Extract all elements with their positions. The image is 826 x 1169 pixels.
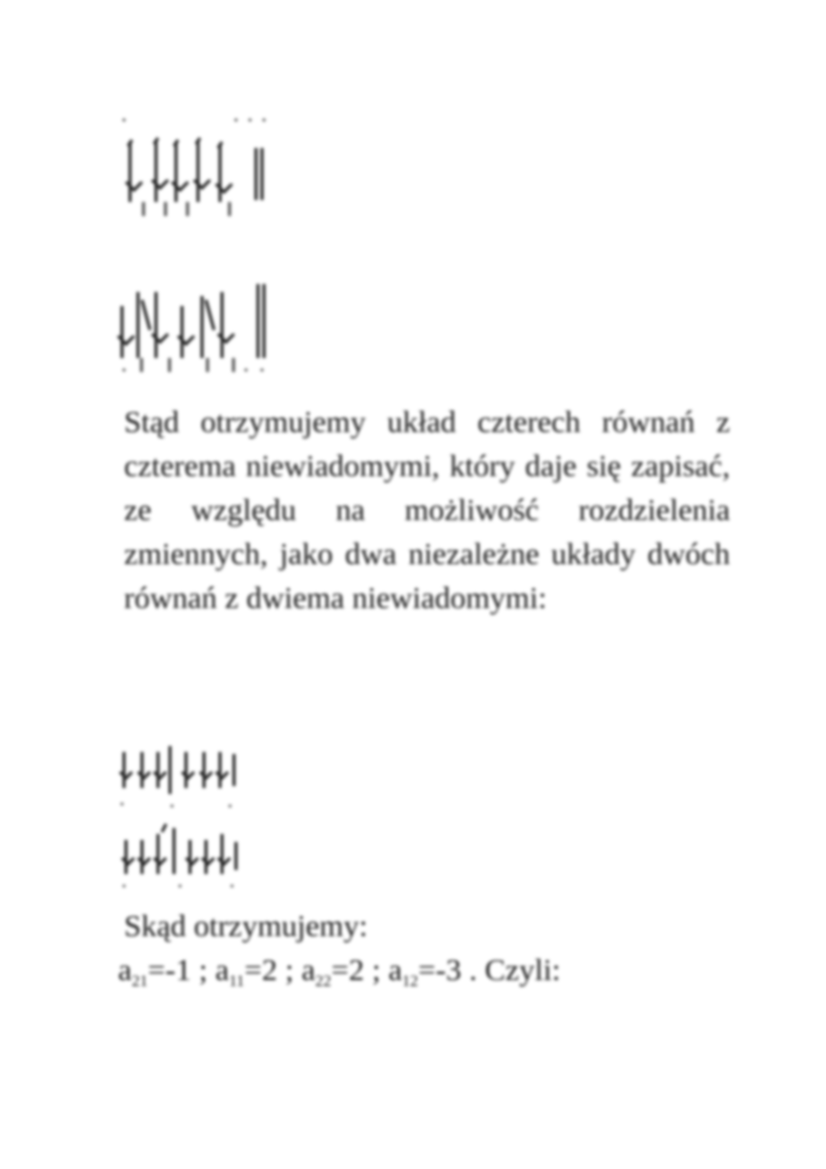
- coefficient-a21: $a_{21}=-1$: [118, 952, 192, 990]
- result-intro: Skąd otrzymujemy:: [124, 908, 368, 943]
- coefficient-a12: $a_{12}=-3$: [388, 952, 462, 990]
- equation-image-matrix-1: [112, 112, 282, 232]
- coefficient-a22: $a_{22}=2$: [301, 952, 365, 990]
- coefficients-line: $a_{21}=-1$ ; $a_{11}=2$ ; $a_{22}=2$ ; $a_{12}=-3$ . Czyli:: [118, 952, 561, 990]
- equation-image-system-1: [112, 732, 242, 812]
- equation-image-system-2: [112, 812, 242, 892]
- body-paragraph: Stąd otrzymujemy układ czterech równań z czterema niewiadomymi, który daje się zapisać, ze względu na możliwość rozdzielenia zmiennych, jako dwa niezależne układy dwóch równań z dwiema niewiadomymi:: [124, 404, 730, 615]
- equation-image-matrix-2: [112, 270, 282, 380]
- closing-word: Czyli:: [484, 952, 561, 987]
- coefficient-a11: $a_{11}=2$: [215, 952, 278, 990]
